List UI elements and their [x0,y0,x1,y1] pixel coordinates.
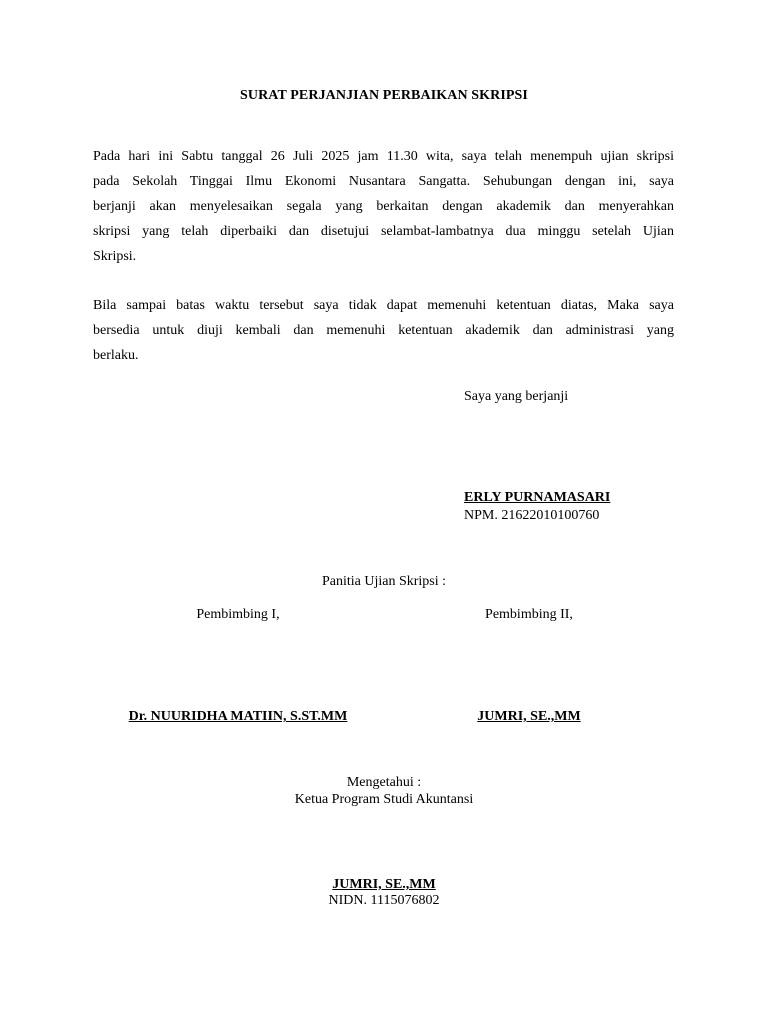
advisor1-label: Pembimbing I, [196,607,280,622]
approval-nidn: NIDN. 1115076802 [328,893,440,908]
statement-paragraph [93,144,674,269]
signer-name: ERLY PURNAMASARI [464,490,611,505]
paragraph-line: berjanji akan menyelesaikan segala yang berkaitan dengan akademik dan menyerahkan [93,199,674,214]
advisor1-name: Dr. NUURIDHA MATIIN, S.ST.MM [128,709,348,724]
approval-name: JUMRI, SE.,MM [332,877,436,892]
consequence-paragraph [93,293,674,368]
paragraph-line: berlaku. [93,348,139,363]
committee-heading: Panitia Ujian Skripsi : [321,574,447,589]
signer-heading: Saya yang berjanji [464,389,569,404]
document-title: SURAT PERJANJIAN PERBAIKAN SKRIPSI [240,88,528,103]
advisor2-name: JUMRI, SE.,MM [477,709,581,724]
paragraph-line: Bila sampai batas waktu tersebut saya tidak dapat memenuhi ketentuan diatas, Maka saya [93,298,674,313]
paragraph-line: Skripsi. [93,249,137,264]
paragraph-line: pada Sekolah Tinggai Ilmu Ekonomi Nusantara Sangatta. Sehubungan dengan ini, saya [93,174,674,189]
paragraph-line: skripsi yang telah diperbaiki dan disetujui selambat-lambatnya dua minggu setelah Ujian [93,224,674,239]
advisor2-label: Pembimbing II, [485,607,573,622]
paragraph-line: Pada hari ini Sabtu tanggal 26 Juli 2025 jam 11.30 wita, saya telah menempuh ujian skripsi [93,149,674,164]
approval-role: Ketua Program Studi Akuntansi [294,792,474,807]
signer-npm: NPM. 21622010100760 [464,508,600,523]
paragraph-line: bersedia untuk diuji kembali dan memenuhi ketentuan akademik dan administrasi yang [93,323,674,338]
approval-heading: Mengetahui : [346,775,422,790]
